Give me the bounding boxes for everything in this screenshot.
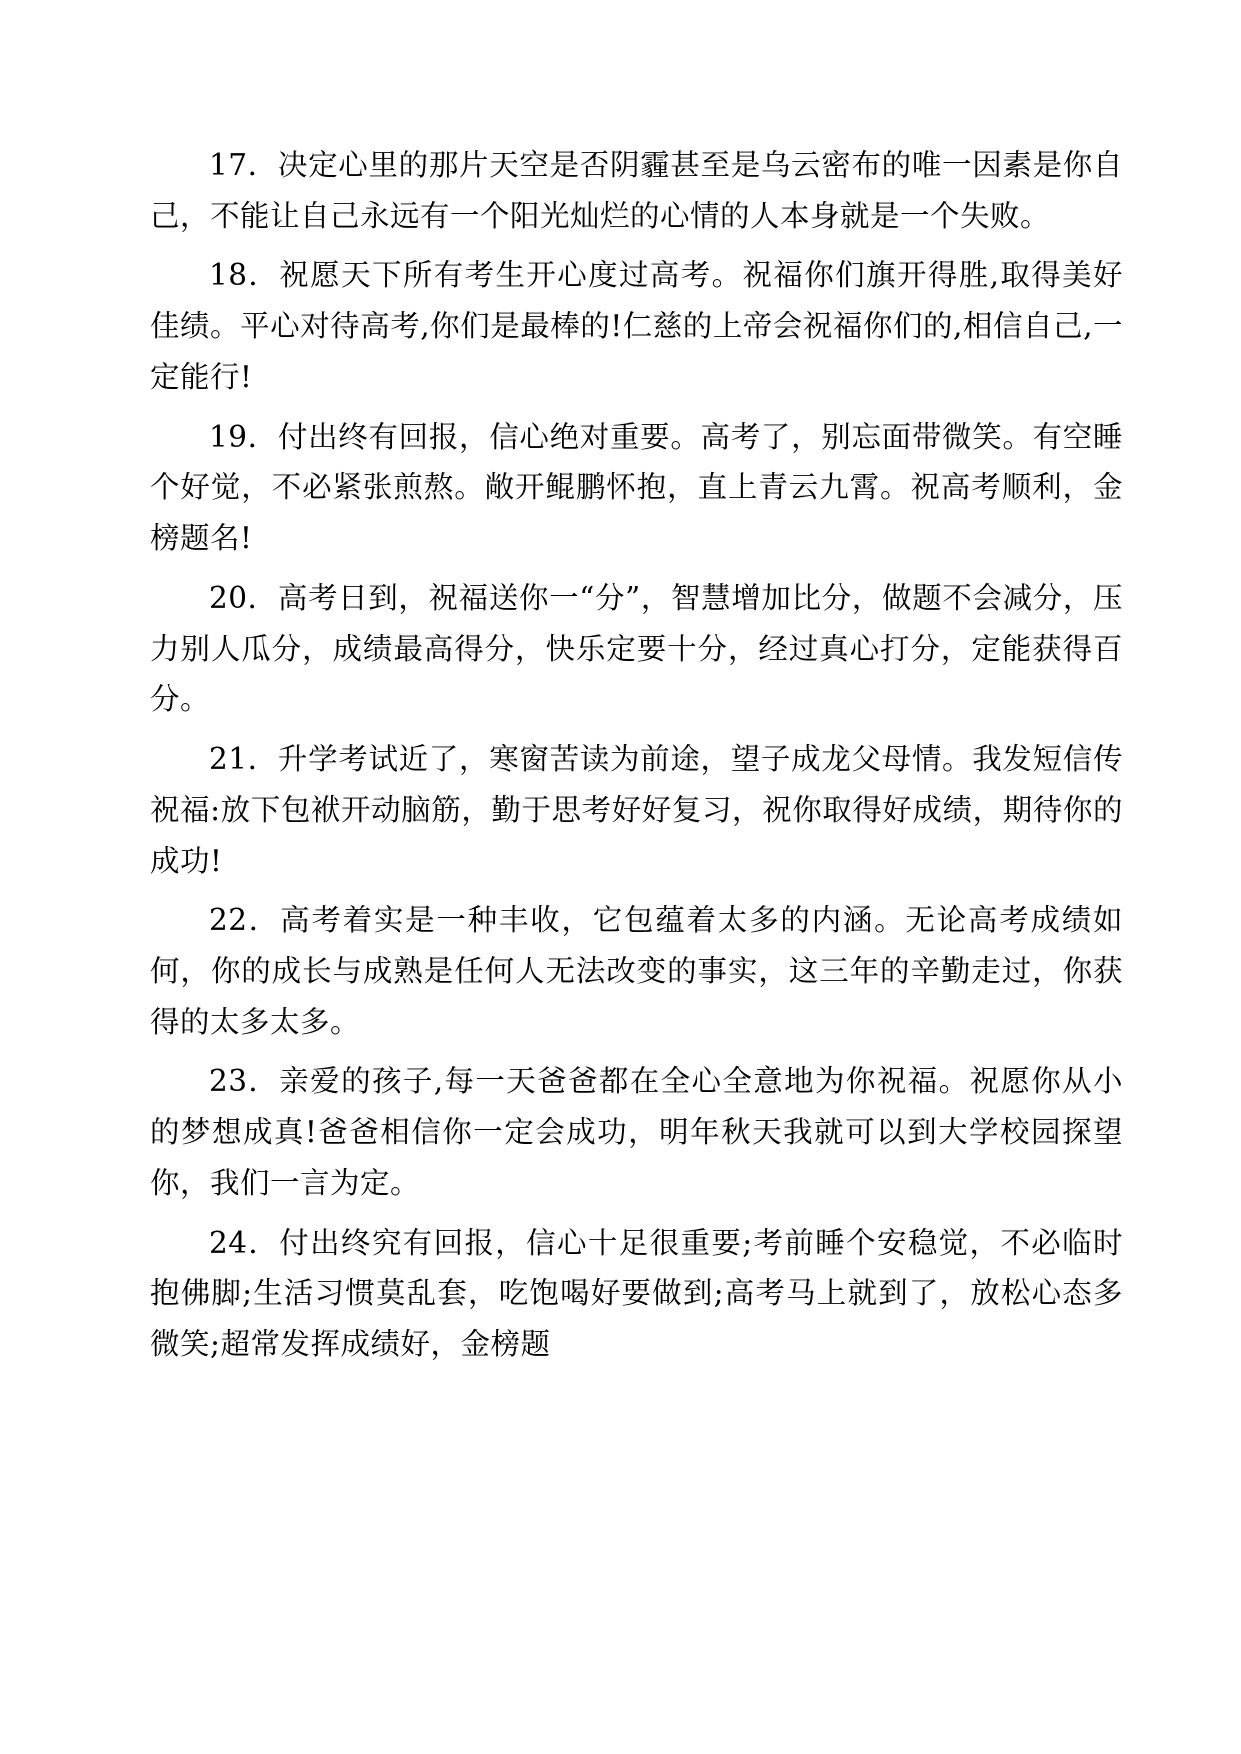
paragraph-19: 19．付出终有回报，信心绝对重要。高考了，别忘面带微笑。有空睡个好觉，不必紧张煎熬。敞开鲲鹏怀抱，直上青云九霄。祝高考顺利，金榜题名! [150,419,1123,556]
paragraph-21: 21．升学考试近了，寒窗苦读为前途，望子成龙父母情。我发短信传祝福:放下包袱开动脑筋，勤于思考好好复习，祝你取得好成绩，期待你的成功! [150,742,1123,878]
document-body [150,140,1123,1370]
paragraph-23: 23．亲爱的孩子,每一天爸爸都在全心全意地为你祝福。祝愿你从小的梦想成真!爸爸相信你一定会成功，明年秋天我就可以到大学校园探望你，我们一言为定。 [150,1064,1123,1200]
paragraph-17: 17．决定心里的那片天空是否阴霾甚至是乌云密布的唯一因素是你自己，不能让自己永远有一个阳光灿烂的心情的人本身就是一个失败。 [150,148,1123,233]
paragraph-24: 24．付出终究有回报，信心十足很重要;考前睡个安稳觉，不必临时抱佛脚;生活习惯莫乱套，吃饱喝好要做到;高考马上就到了，放松心态多微笑;超常发挥成绩好，金榜题 [150,1225,1123,1362]
paragraph-18: 18．祝愿天下所有考生开心度过高考。祝福你们旗开得胜,取得美好佳绩。平心对待高考,你们是最棒的!仁慈的上帝会祝福你们的,相信自己,一定能行! [150,258,1123,394]
paragraph-20: 20．高考日到，祝福送你一“分”，智慧增加比分，做题不会减分，压力别人瓜分，成绩最高得分，快乐定要十分，经过真心打分，定能获得百分。 [150,580,1123,717]
paragraph-22: 22．高考着实是一种丰收，它包蕴着太多的内涵。无论高考成绩如何，你的成长与成熟是任何人无法改变的事实，这三年的辛勤走过，你获得的太多太多。 [150,903,1123,1039]
